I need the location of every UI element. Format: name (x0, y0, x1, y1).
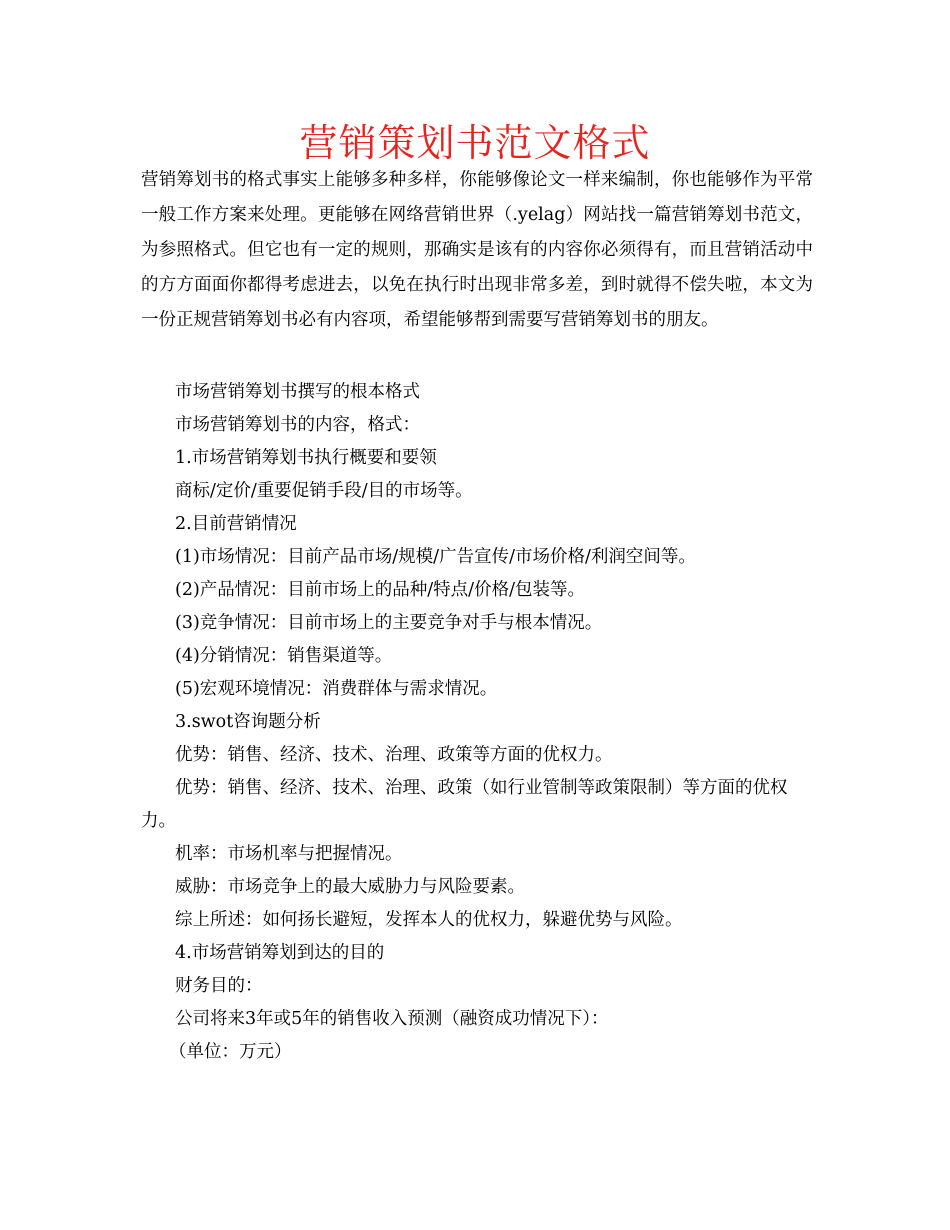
summary-text: 综上所述：如何扬长避短，发挥本人的优权力，躲避优势与风险。 (175, 910, 683, 930)
distribution-situation: (4)分销情况：销售渠道等。 (175, 646, 393, 666)
content-body (141, 376, 813, 1069)
section-4-heading: 4.市场营销筹划到达的目的 (175, 943, 385, 963)
section-1-text: 商标/定价/重要促销手段/目的市场等。 (175, 481, 473, 501)
financial-goal-label: 财务目的： (175, 976, 263, 996)
section-3-heading: 3.swot咨询题分析 (175, 712, 321, 732)
heading-content-format: 市场营销筹划书的内容，格式： (175, 415, 420, 435)
market-situation: (1)市场情况：目前产品市场/规模/广告宣传/市场价格/利润空间等。 (175, 547, 696, 567)
strengths-text: 优势：销售、经济、技术、治理、政策等方面的优权力。 (175, 745, 613, 765)
unit-note: （单位：万元） (169, 1042, 292, 1062)
heading-basic-format: 市场营销筹划书撰写的根本格式 (175, 382, 420, 402)
threats-text: 威胁：市场竞争上的最大威胁力与风险要素。 (175, 877, 525, 897)
document-title: 营销策划书范文格式 (299, 121, 651, 165)
section-1-heading: 1.市场营销筹划书执行概要和要领 (175, 448, 437, 468)
opportunities-text: 机率：市场机率与把握情况。 (175, 844, 403, 864)
section-2-heading: 2.目前营销情况 (175, 514, 297, 534)
revenue-forecast-text: 公司将来3年或5年的销售收入预测（融资成功情况下）： (175, 1009, 609, 1029)
product-situation: (2)产品情况：目前市场上的品种/特点/价格/包装等。 (175, 580, 585, 600)
weaknesses-text: 优势：销售、经济、技术、治理、政策（如行业管制等政策限制）等方面的优权力。 (141, 778, 788, 831)
competition-situation: (3)竞争情况：目前市场上的主要竞争对手与根本情况。 (175, 613, 603, 633)
intro-paragraph: 营销筹划书的格式事实上能够多种多样，你能够像论文一样来编制，你也能够作为平常一般工作方案来处理。更能够在网络营销世界（.yelag）网站找一篇营销筹划书范文，为参照格式。但它也有一定的规则，那确实是该有的内容你必须得有，而且营销活动中的方方面面你都得考虑进去，以免在执行时出现非常多差，到时就得不偿失啦，本文为一份正规营销筹划书必有内容项，希望能够帮到需要写营销筹划书的朋友。 (141, 170, 813, 330)
macro-environment: (5)宏观环境情况：消费群体与需求情况。 (175, 679, 498, 699)
